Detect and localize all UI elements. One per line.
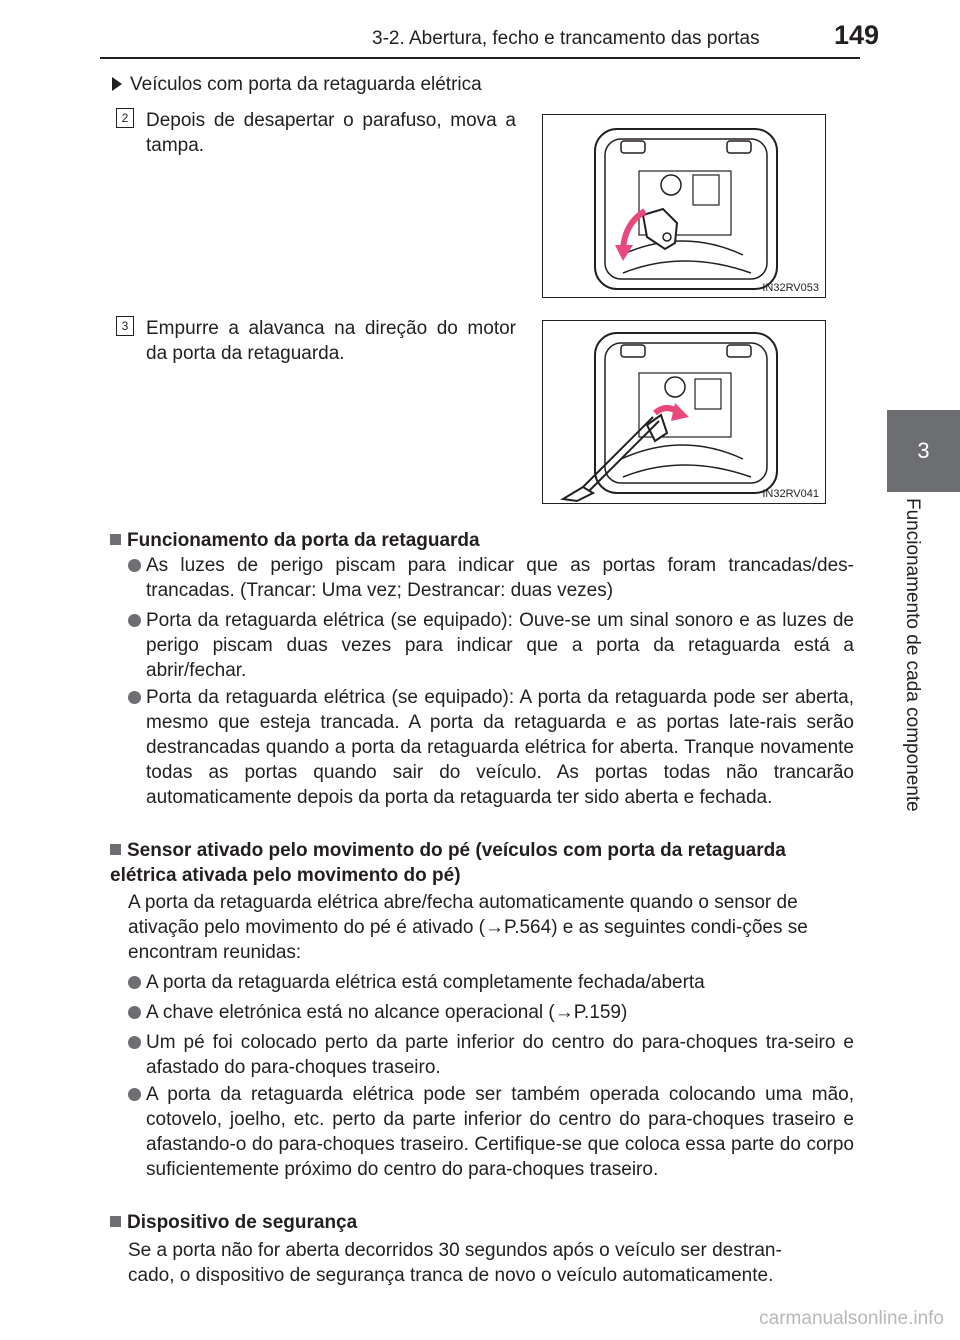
figure-code: IN32RV053 xyxy=(762,282,819,294)
page-number: 149 xyxy=(834,20,880,50)
chapter-side-tab xyxy=(887,0,960,1340)
section-heading-text: Funcionamento da porta da retaguarda xyxy=(127,530,480,551)
section-heading-text: Dispositivo de segurança xyxy=(127,1212,358,1233)
bullet-dot-icon xyxy=(128,614,141,627)
chapter-strip xyxy=(887,492,960,942)
lever-push-illustration xyxy=(543,321,825,503)
bullet-dot-icon xyxy=(128,976,141,989)
section-intro: A porta da retaguarda elétrica abre/fecha automaticamente quando o sensor de ativação pelo movimento do pé é ativado (→P.564) e as seguintes condi-ções se encontram reunidas: xyxy=(128,892,808,963)
list-item-text: A chave eletrónica está no alcance operacional (→P.159) xyxy=(146,1002,628,1023)
bullet-dot-icon xyxy=(128,1006,141,1019)
triangle-marker-icon xyxy=(112,77,122,91)
square-marker-icon xyxy=(110,534,121,545)
header-title: 3-2. Abertura, fecho e trancamento das portas xyxy=(372,28,760,49)
subheading xyxy=(112,74,482,96)
list-item-text: A porta da retaguarda elétrica está completamente fechada/aberta xyxy=(146,972,705,993)
bullet-dot-icon xyxy=(128,559,141,572)
step-number-box: 2 xyxy=(116,108,134,128)
bullet-dot-icon xyxy=(128,1088,141,1101)
bullet-dot-icon xyxy=(128,691,141,704)
cover-removal-illustration xyxy=(543,115,825,297)
list-item-text: Porta da retaguarda elétrica (se equipado): A porta da retaguarda pode ser aberta, mesmo que esteja trancada. A porta da retaguarda e as portas late-rais serão destrancadas quando a porta da retaguarda elétrica for aberta. Tranque novamente todas as portas quando sair do veículo. As portas todas não trancarão automaticamente depois da porta da retaguarda ter sido aberta e fechada. xyxy=(146,687,854,808)
figure-code: IN32RV041 xyxy=(762,488,819,500)
chapter-number-box xyxy=(887,410,960,492)
subheading-text: Veículos com porta da retaguarda elétrica xyxy=(130,74,482,95)
chapter-title: Funcionamento de cada componente xyxy=(902,498,923,812)
square-marker-icon xyxy=(110,1216,121,1227)
section-heading-text: Sensor ativado pelo movimento do pé (veículos com porta da retaguarda elétrica ativada pelo movimento do pé) xyxy=(110,840,786,886)
bullet-dot-icon xyxy=(128,1036,141,1049)
step-text: Empurre a alavanca na direção do motor da porta da retaguarda. xyxy=(146,318,516,364)
step-number-box: 3 xyxy=(116,316,134,336)
square-marker-icon xyxy=(110,844,121,855)
step-text: Depois de desapertar o parafuso, mova a tampa. xyxy=(146,110,516,156)
figure-cover-removal xyxy=(542,114,826,298)
header-rule xyxy=(100,57,860,59)
list-item-text: Um pé foi colocado perto da parte inferior do centro do para-choques tra-seiro e afastado do para-choques traseiro. xyxy=(146,1032,854,1078)
figure-lever-push xyxy=(542,320,826,504)
watermark: carmanualsonline.info xyxy=(759,1308,944,1329)
chapter-number: 3 xyxy=(917,438,930,463)
section-heading xyxy=(110,838,854,888)
list-item-text: As luzes de perigo piscam para indicar que as portas foram trancadas/des-trancadas. (Trancar: Uma vez; Destrancar: duas vezes) xyxy=(146,555,854,601)
section-heading xyxy=(110,528,854,553)
list-item-text: A porta da retaguarda elétrica pode ser também operada colocando uma mão, cotovelo, joelho, etc. perto da parte inferior do centro do para-choques traseiro e afastando-o do para-choques traseiro. Certifique-se que coloca essa parte do corpo suficientemente próximo do centro do para-choques traseiro. xyxy=(146,1084,854,1180)
list-item-text: Porta da retaguarda elétrica (se equipado): Ouve-se um sinal sonoro e as luzes de perigo piscam duas vezes para indicar que a porta da retaguarda está a abrir/fechar. xyxy=(146,610,854,681)
section-intro: Se a porta não for aberta decorridos 30 segundos após o veículo ser destran-cado, o dispositivo de segurança tranca de novo o veículo automaticamente. xyxy=(128,1240,782,1286)
section-heading xyxy=(110,1210,854,1235)
